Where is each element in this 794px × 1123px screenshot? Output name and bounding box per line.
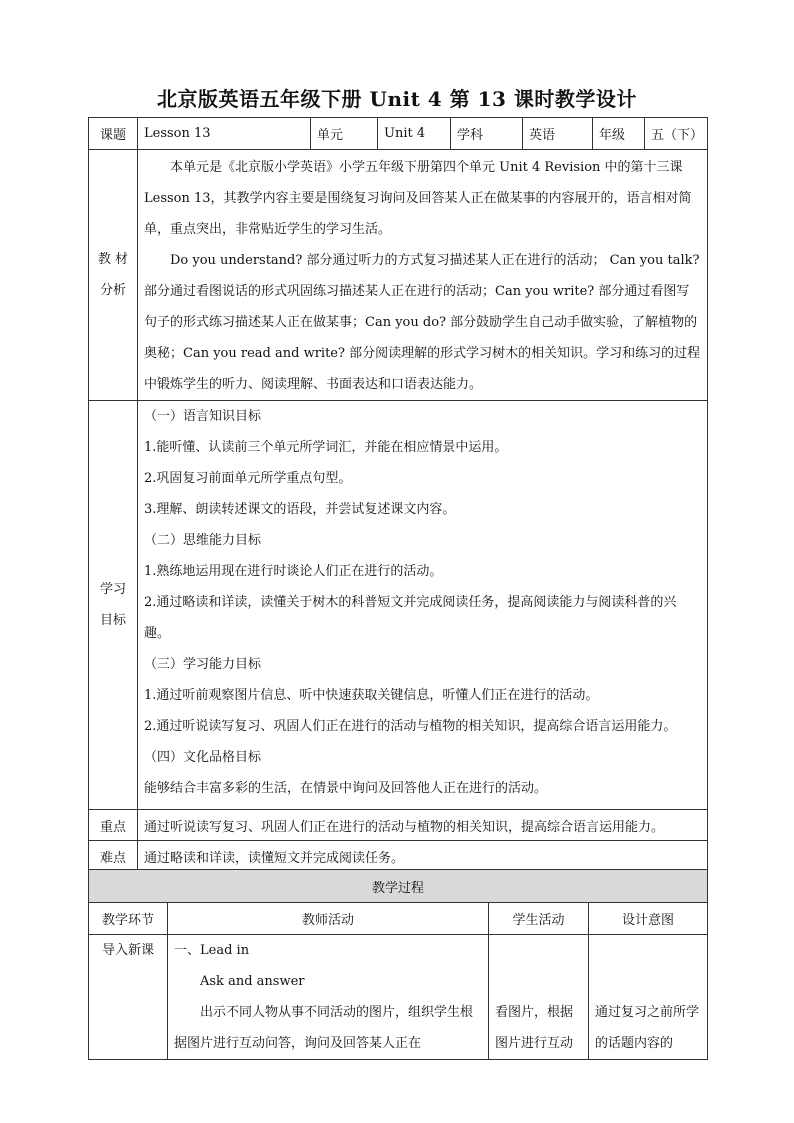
material-label-line2: 分析 <box>99 283 126 298</box>
teacher-line: 一、Lead in <box>174 943 250 958</box>
teacher-line: 出示不同人物从事不同活动的图片，组织学生根据图片进行互动问答，询问及回答某人正在 <box>174 1005 474 1051</box>
process-row-lead-in <box>89 935 708 1060</box>
difficulty-value: 通过略读和详读，读懂短文并完成阅读任务。 <box>138 841 708 872</box>
grade-label: 年级 <box>593 118 645 150</box>
goal-line: 2.通过略读和详读，读懂关于树木的科普短文并完成阅读任务，提高阅读能力与阅读科普的兴趣。 <box>144 595 677 641</box>
unit-value: Unit 4 <box>378 118 451 150</box>
process-heading-row <box>89 870 708 903</box>
teacher-line: Ask and answer <box>200 974 305 989</box>
grade-value: 五（下） <box>645 118 708 150</box>
goal-line: 3.理解、朗读转述课文的语段，并尝试复述课文内容。 <box>144 502 456 517</box>
key-point-value: 通过听说读写复习、巩固人们正在进行的活动与植物的相关知识，提高综合语言运用能力。 <box>138 810 708 841</box>
goals-label <box>89 401 138 810</box>
goals-label-line1: 学习 <box>99 582 126 597</box>
student-activity: 看图片，根据图片进行互动 <box>489 935 589 1060</box>
subject-value: 英语 <box>523 118 593 150</box>
process-heading: 教学过程 <box>89 870 708 903</box>
material-content <box>138 150 708 401</box>
col-intent: 设计意图 <box>589 903 708 935</box>
topic-value: Lesson 13 <box>138 118 311 150</box>
material-paragraph-1: 本单元是《北京版小学英语》小学五年级下册第四个单元 Unit 4 Revision 中的第十三课 Lesson 13，其教学内容主要是围绕复习询问及回答某人正在做某事的内容展开的，语言相对简单，重点突出，非常贴近学生的学习生活。 <box>144 160 692 237</box>
topic-label: 课题 <box>89 118 138 150</box>
lesson-info-table <box>88 117 708 872</box>
goal-line: （二）思维能力目标 <box>144 533 262 548</box>
stage-lead-in: 导入新课 <box>89 935 168 1060</box>
process-columns-row <box>89 903 708 935</box>
material-row <box>89 150 708 401</box>
goal-line: 1.熟练地运用现在进行时谈论人们正在进行的活动。 <box>144 564 443 579</box>
goals-label-line2: 目标 <box>99 613 126 628</box>
goal-line: 2.巩固复习前面单元所学重点句型。 <box>144 471 352 486</box>
goals-row <box>89 401 708 810</box>
subject-label: 学科 <box>451 118 523 150</box>
goal-line: 1.能听懂、认读前三个单元所学词汇，并能在相应情景中运用。 <box>144 440 508 455</box>
goals-content <box>138 401 708 810</box>
goal-line: 能够结合丰富多彩的生活，在情景中询问及回答他人正在进行的活动。 <box>144 781 548 796</box>
goal-line: （四）文化品格目标 <box>144 750 262 765</box>
difficulty-row <box>89 841 708 872</box>
goal-line: 1.通过听前观察图片信息、听中快速获取关键信息，听懂人们正在进行的活动。 <box>144 688 599 703</box>
key-point-label: 重点 <box>89 810 138 841</box>
header-row <box>89 118 708 150</box>
material-label <box>89 150 138 401</box>
goal-line: （一）语言知识目标 <box>144 409 262 424</box>
design-intent: 通过复习之前所学的话题内容的 <box>589 935 708 1060</box>
col-student: 学生活动 <box>489 903 589 935</box>
goal-line: （三）学习能力目标 <box>144 657 262 672</box>
key-point-row <box>89 810 708 841</box>
document-title: 北京版英语五年级下册 Unit 4 第 13 课时教学设计 <box>157 87 637 111</box>
col-stage: 教学环节 <box>89 903 168 935</box>
unit-label: 单元 <box>311 118 378 150</box>
material-label-line1: 教 材 <box>97 252 129 267</box>
material-paragraph-2: Do you understand? 部分通过听力的方式复习描述某人正在进行的活动； Can you talk? 部分通过看图说话的形式巩固练习描述某人正在进行的活动；Can you write? 部分通过看图写句子的形式练习描述某人正在做某事；Can you do? 部分鼓励学生自己动手做实验，了解植物的奥秘；Can you read and write? 部分阅读理解的形式学习树木的相关知识。学习和练习的过程中锻炼学生的听力、阅读理解、书面表达和口语表达能力。 <box>144 253 701 392</box>
col-teacher: 教师活动 <box>168 903 489 935</box>
teacher-activity <box>168 935 489 1060</box>
goal-line: 2.通过听说读写复习、巩固人们正在进行的活动与植物的相关知识，提高综合语言运用能力。 <box>144 719 677 734</box>
difficulty-label: 难点 <box>89 841 138 872</box>
teaching-process-table <box>88 869 708 1060</box>
